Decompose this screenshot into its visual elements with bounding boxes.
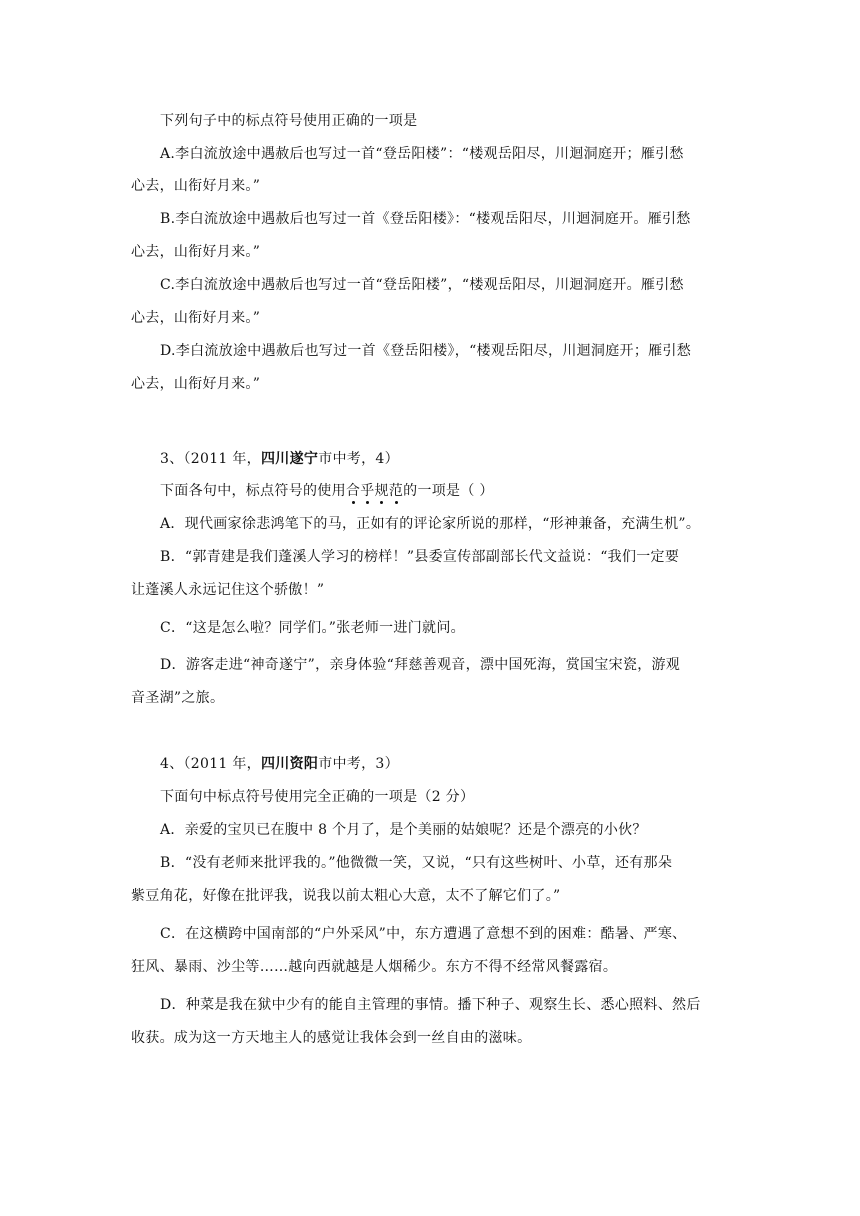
q2-option-c-line2: 心去，山衔好月来。”	[131, 310, 261, 326]
q3-option-d-line2: 音圣湖”之旅。	[131, 690, 225, 706]
q2-option-a-line2: 心去，山衔好月来。”	[131, 178, 261, 194]
q2-option-b-line1: B.李白流放途中遇赦后也写过一首《登岳阳楼》：“楼观岳阳尽，川迴洞庭开。雁引愁	[160, 211, 691, 227]
q2-option-b-line2: 心去，山衔好月来。”	[131, 244, 261, 260]
q2-stem: 下列句子中的标点符号使用正确的一项是	[160, 113, 418, 129]
q4-option-c-line2: 狂风、暴雨、沙尘等……越向西就越是人烟稀少。东方不得不经常风餐露宿。	[131, 959, 618, 975]
q2-option-c-line1: C.李白流放途中遇赦后也写过一首“登岳阳楼”，“楼观岳阳尽，川迴洞庭开。雁引愁	[160, 277, 684, 293]
q3-heading-tail: 市中考，4）	[318, 451, 399, 467]
q2-option-d-line1: D.李白流放途中遇赦后也写过一首《登岳阳楼》，“楼观岳阳尽，川迴洞庭开；雁引愁	[160, 343, 692, 359]
q3-emphasis-char: 范	[388, 483, 404, 499]
q3-option-b-line1: B．“郭青建是我们蓬溪人学习的榜样！”县委宣传部副部长代文益说：“我们一定要	[160, 549, 680, 565]
q4-option-a: A．亲爱的宝贝已在腹中 8 个月了，是个美丽的姑娘呢？还是个漂亮的小伙？	[160, 822, 647, 838]
q2-option-d-line2: 心去，山衔好月来。”	[131, 376, 261, 392]
q4-option-c-line1: C．在这横跨中国南部的“户外采风”中，东方遭遇了意想不到的困难：酷暑、严寒、	[160, 926, 687, 942]
q3-stem-pre: 下面各句中，标点符号的使用	[160, 483, 346, 499]
q3-number: 3、（2011 年，	[160, 451, 261, 467]
q3-stem-post: 的一项是（ ）	[403, 483, 494, 499]
q3-emphasis-char: 规	[374, 483, 389, 499]
q4-option-d-line2: 收获。成为这一方天地主人的感觉让我体会到一丝自由的滋味。	[131, 1030, 532, 1046]
q3-option-d-line1: D．游客走进“神奇遂宁”，亲身体验“拜慈善观音，漂中国死海，赏国宝宋瓷，游观	[160, 657, 681, 673]
q2-option-a-line1: A.李白流放途中遇赦后也写过一首“登岳阳楼”：“楼观岳阳尽，川迴洞庭开；雁引愁	[160, 146, 684, 162]
q4-option-b-line1: B．“没有老师来批评我的。”他微微一笑，又说，“只有这些树叶、小草，还有那朵	[160, 855, 673, 871]
q3-heading	[160, 449, 760, 469]
q3-emphasis-char: 乎	[360, 483, 375, 499]
q4-number: 4、（2011 年，	[160, 756, 261, 772]
q3-emphasis-char: 合	[345, 483, 361, 499]
q4-option-b-line2: 紫豆角花，好像在批评我，说我以前太粗心大意，太不了解它们了。”	[131, 888, 561, 904]
q3-option-a: A．现代画家徐悲鸿笔下的马，正如有的评论家所说的那样，“形神兼备，充满生机”。	[160, 516, 701, 532]
q4-heading	[160, 754, 760, 774]
q4-option-d-line1: D．种菜是我在狱中少有的能自主管理的事情。播下种子、观察生长、悉心照料、然后	[160, 997, 701, 1013]
q3-stem	[160, 481, 760, 501]
q4-heading-tail: 市中考，3）	[318, 756, 399, 772]
q4-place: 四川资阳	[261, 756, 319, 772]
q3-place: 四川遂宁	[261, 451, 319, 467]
q3-option-b-line2: 让蓬溪人永远记住这个骄傲！”	[131, 582, 325, 598]
q4-stem: 下面句中标点符号使用完全正确的一项是（2 分）	[160, 789, 475, 805]
q3-option-c: C．“这是怎么啦？同学们。”张老师一进门就问。	[160, 620, 465, 636]
